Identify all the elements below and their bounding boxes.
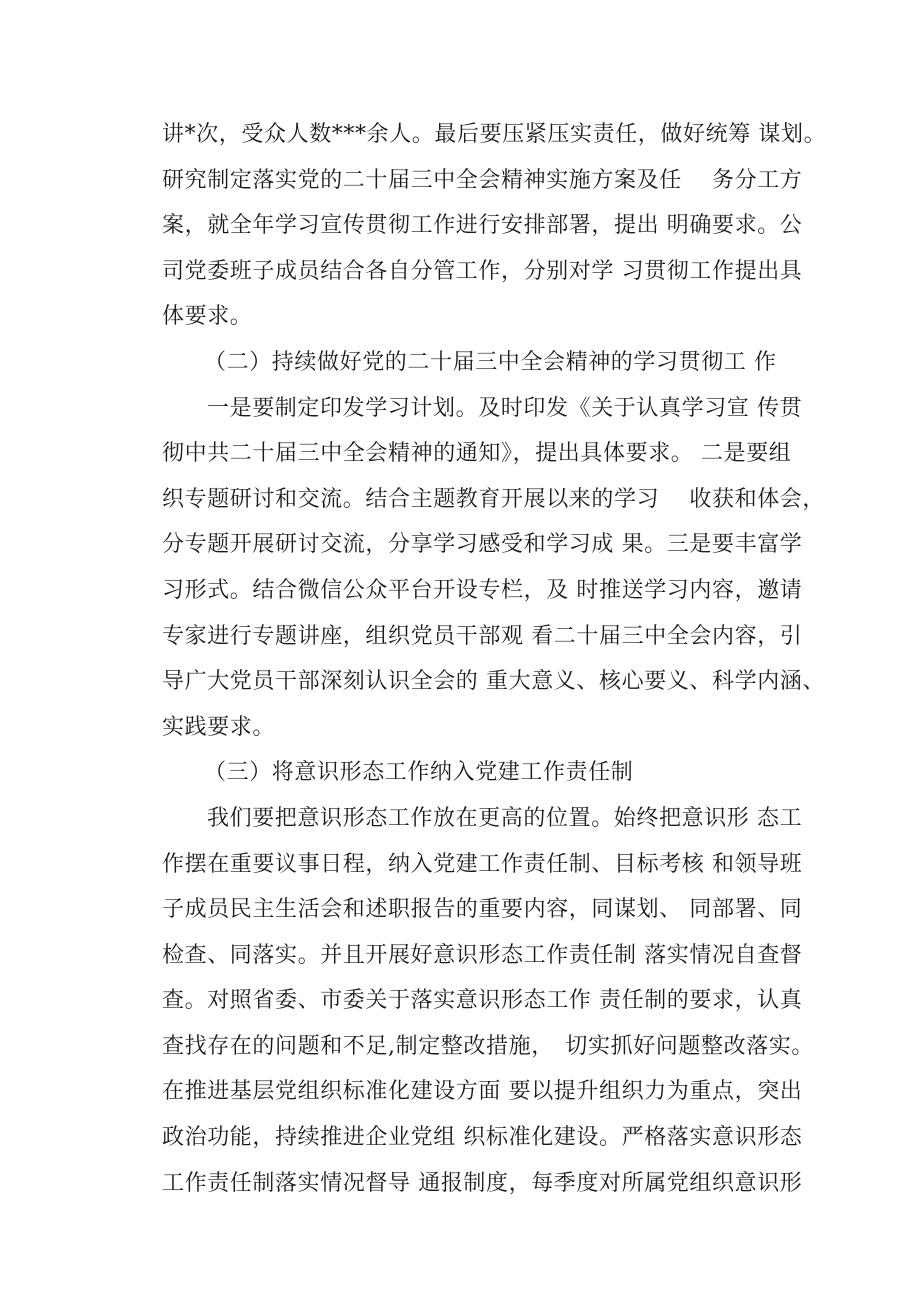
paragraph-line: 体要求。: [162, 304, 253, 330]
document-body: [162, 112, 827, 1206]
paragraph-line: 实践要求。: [162, 714, 276, 740]
paragraph-line: 政治功能，持续推进企业党组 织标准化建设。严格落实意识形态: [162, 1125, 803, 1151]
paragraph-line: 在推进基层党组织标准化建设方面 要以提升组织力为重点，突出: [162, 1079, 803, 1105]
paragraph-line: 查找存在的问题和不足,制定整改措施， 切实抓好问题整改落实。: [162, 1033, 814, 1059]
paragraph-line: 我们要把意识形态工作放在更高的位置。始终把意识形 态工: [207, 805, 803, 831]
paragraph-line: 彻中共二十届三中全会精神的通知》，提出具体要求。 二是要组: [162, 441, 792, 467]
paragraph-line: 导广大党员干部深刻认识全会的 重大意义、核心要义、科学内涵、: [162, 669, 825, 695]
section-heading: （二）持续做好党的二十届三中全会精神的学习贯彻工 作: [204, 349, 777, 375]
paragraph-line: 作摆在重要议事日程，纳入党建工作责任制、目标考核 和领导班: [162, 851, 803, 877]
paragraph-line: 查。对照省委、市委关于落实意识形态工作 责任制的要求，认真: [162, 988, 803, 1014]
paragraph-line: 织专题研讨和交流。结合主题教育开展以来的学习 收获和体会，: [162, 486, 825, 512]
paragraph-line: 案，就全年学习宣传贯彻工作进行安排部署，提出 明确要求。公: [162, 213, 803, 239]
section-heading: （三）将意识形态工作纳入党建工作责任制: [204, 760, 634, 786]
paragraph-line: 检查、同落实。并且开展好意识形态工作责任制 落实情况自查督: [162, 942, 803, 968]
paragraph-line: 分专题开展研讨交流，分享学习感受和学习成 果。三是要丰富学: [162, 532, 803, 558]
paragraph-line: 研究制定落实党的二十届三中全会精神实施方案及任 务分工方: [162, 167, 803, 193]
paragraph-line: 工作责任制落实情况督导 通报制度，每季度对所属党组织意识形: [162, 1170, 803, 1196]
paragraph-line: 司党委班子成员结合各自分管工作，分别对学 习贯彻工作提出具: [162, 258, 803, 284]
paragraph-line: 讲*次，受众人数***余人。最后要压紧压实责任，做好统筹 谋划。: [162, 122, 827, 147]
paragraph-line: 子成员民主生活会和述职报告的重要内容，同谋划、 同部署、同: [162, 897, 803, 923]
paragraph-line: 一是要制定印发学习计划。及时印发《关于认真学习宣 传贯: [207, 395, 803, 421]
paragraph-line: 习形式。结合微信公众平台开设专栏，及 时推送学习内容，邀请: [162, 577, 803, 603]
paragraph-line: 专家进行专题讲座，组织党员干部观 看二十届三中全会内容，引: [162, 623, 803, 649]
